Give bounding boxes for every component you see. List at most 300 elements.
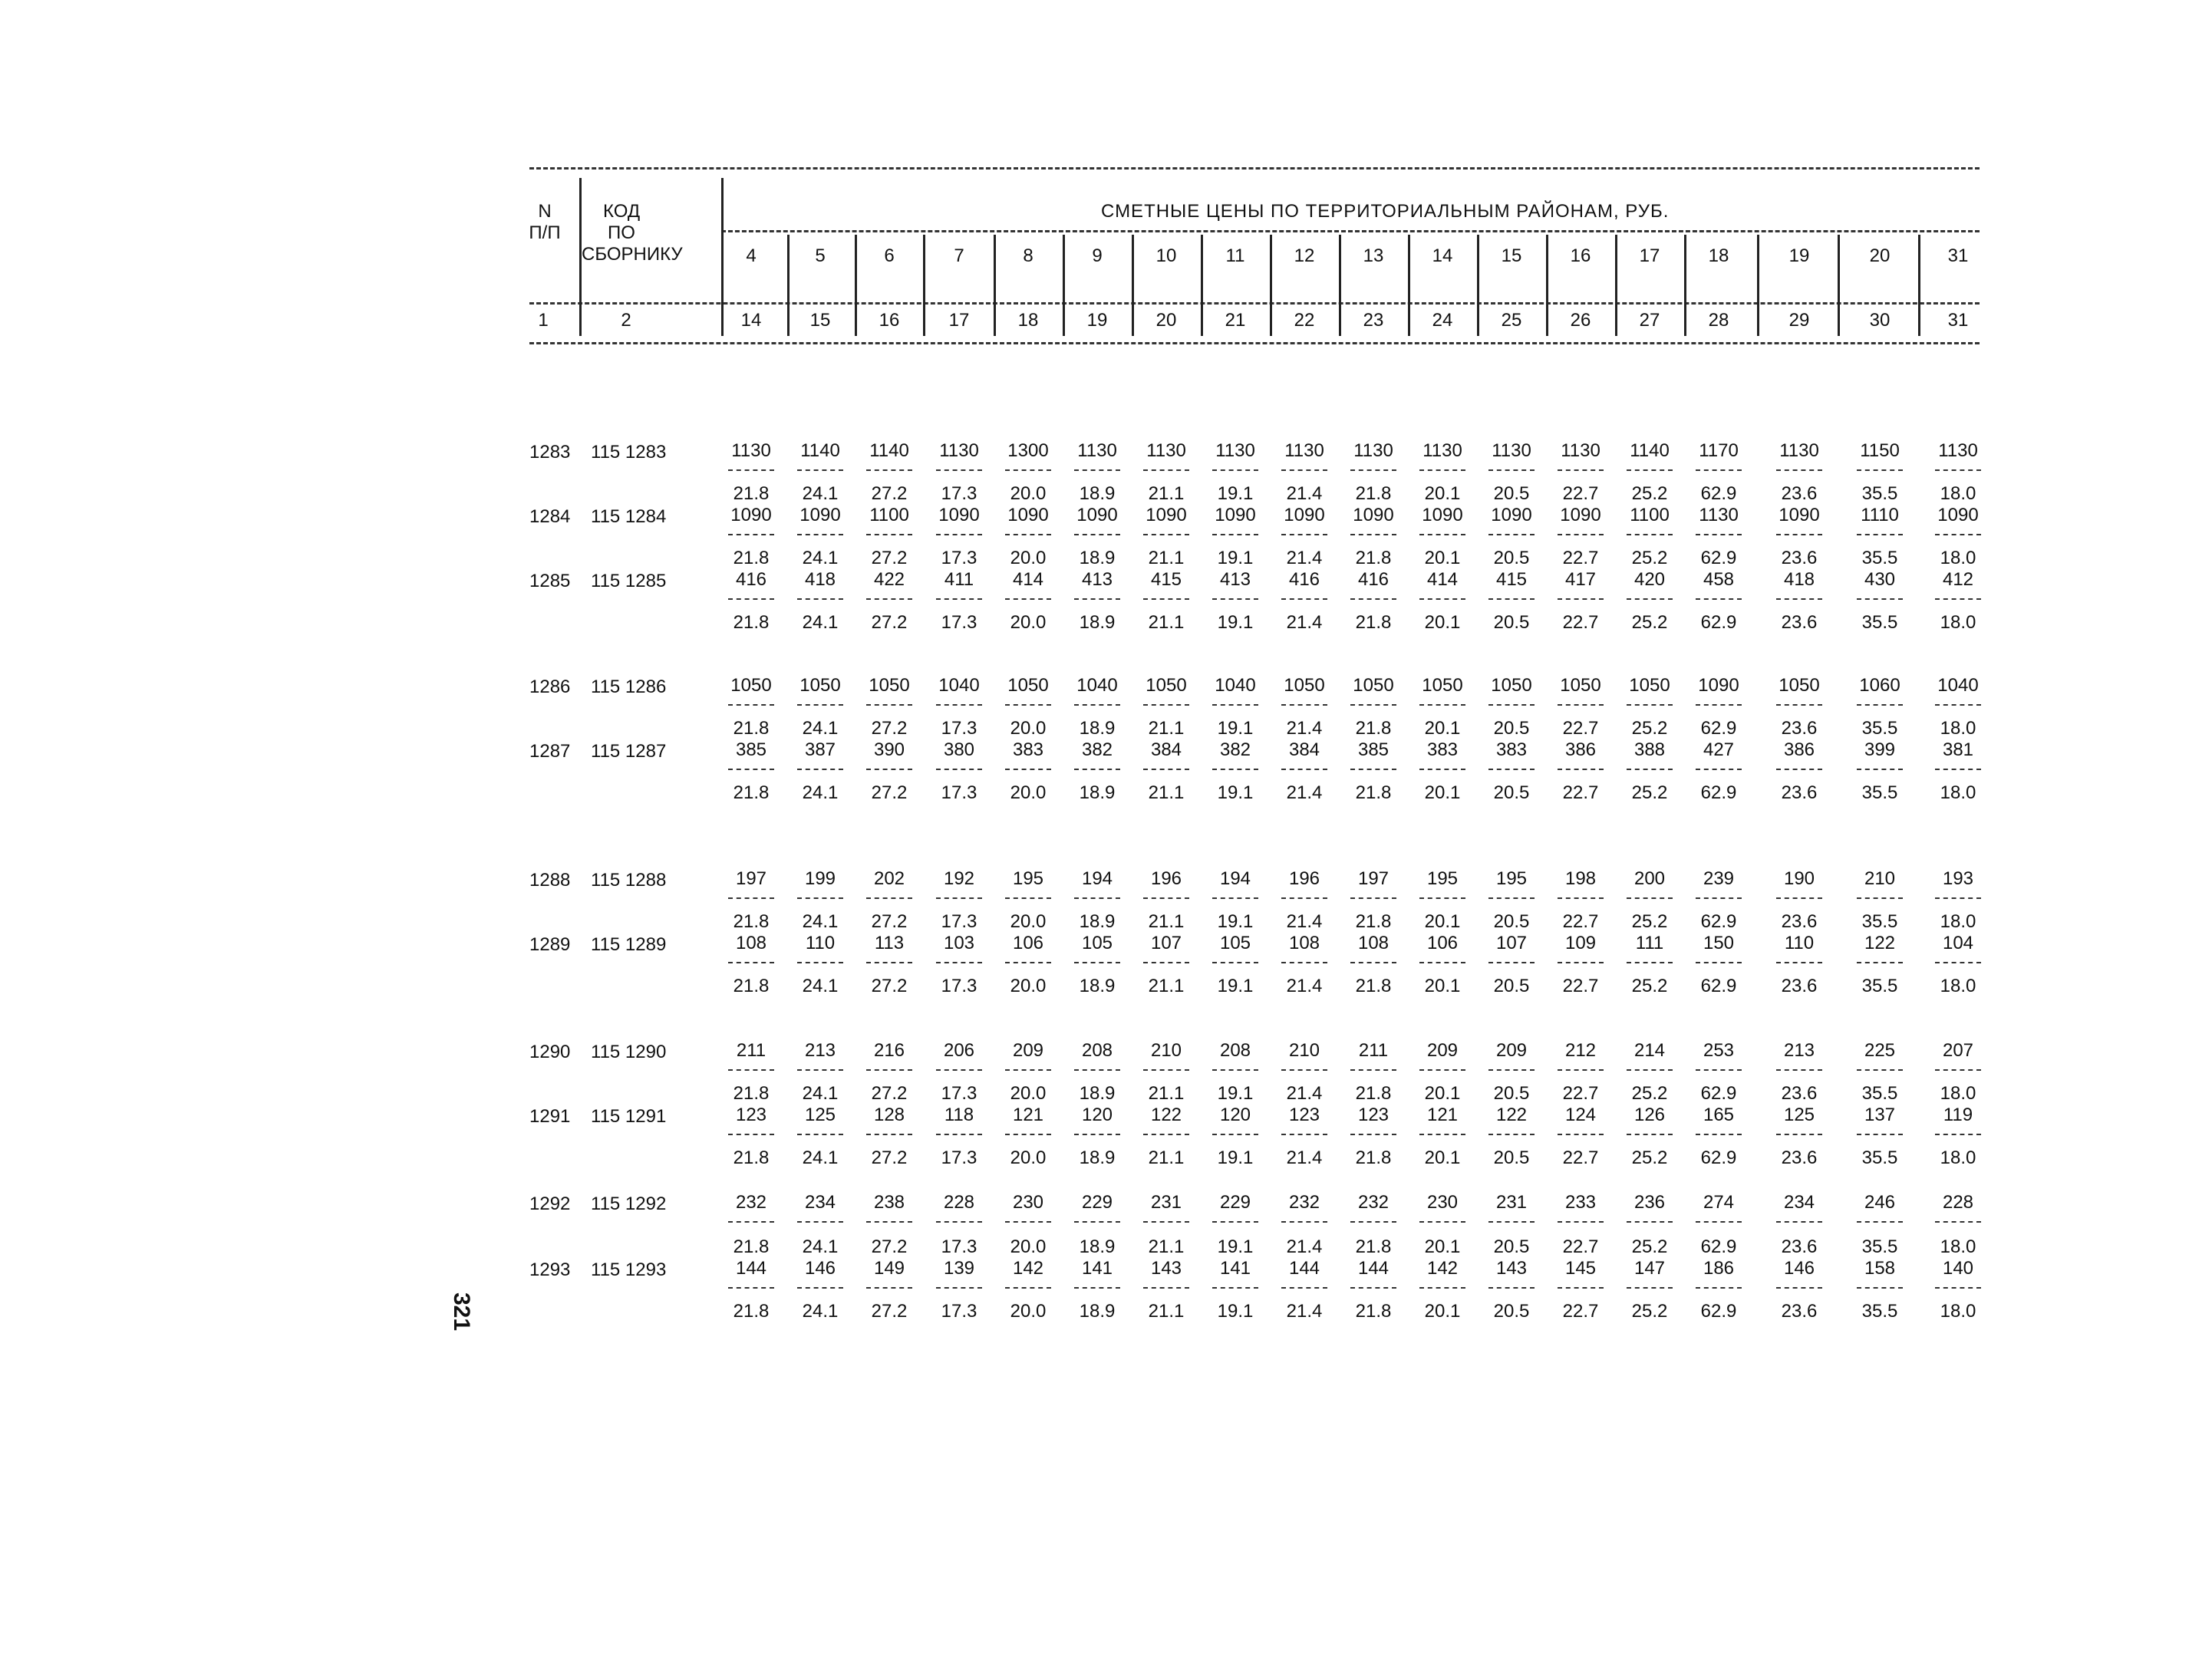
price-cell: 105	[1081, 933, 1113, 953]
header-column-index: 27	[1639, 310, 1660, 331]
price-cell: 110	[805, 933, 836, 953]
fraction-rule	[1212, 598, 1258, 600]
price-cell: 1090	[1560, 505, 1601, 525]
fraction-rule	[1074, 962, 1120, 963]
price-cell: 1130	[1699, 505, 1739, 525]
index-cell: 21.1	[1148, 782, 1185, 803]
fraction-rule	[1350, 469, 1396, 471]
index-cell: 62.9	[1700, 782, 1737, 803]
price-cell: 420	[1633, 569, 1666, 590]
price-cell: 121	[1426, 1105, 1459, 1125]
fraction-rule	[797, 769, 843, 770]
price-cell: 1090	[1007, 505, 1049, 525]
index-cell: 20.0	[1010, 1147, 1047, 1168]
price-cell: 232	[1357, 1192, 1390, 1213]
price-cell: 1130	[1284, 440, 1324, 461]
fraction-rule	[1558, 769, 1604, 770]
index-cell: 20.1	[1424, 1236, 1461, 1257]
index-cell: 19.1	[1217, 612, 1254, 633]
index-cell: 20.1	[1424, 911, 1461, 932]
fraction-rule	[1627, 897, 1673, 899]
price-cell: 418	[1783, 569, 1815, 590]
fraction-rule	[1776, 897, 1822, 899]
price-cell: 382	[1219, 739, 1251, 760]
price-cell: 384	[1288, 739, 1320, 760]
fraction-rule	[936, 704, 982, 706]
fraction-rule	[1074, 469, 1120, 471]
header-vertical-rule	[1201, 235, 1203, 336]
index-cell: 21.8	[1355, 1301, 1392, 1322]
price-cell: 142	[1426, 1258, 1459, 1279]
index-cell: 23.6	[1781, 1301, 1818, 1322]
index-cell: 20.1	[1424, 483, 1461, 504]
fraction-rule	[1350, 1134, 1396, 1135]
fraction-rule	[1776, 469, 1822, 471]
header-column-index: 2	[621, 310, 631, 331]
header-column-index: 24	[1432, 310, 1453, 331]
price-cell: 382	[1081, 739, 1113, 760]
index-cell: 27.2	[871, 1147, 908, 1168]
fraction-rule	[1696, 704, 1742, 706]
index-cell: 18.0	[1940, 1301, 1976, 1322]
header-column-index: 19	[1086, 310, 1108, 331]
price-cell: 231	[1495, 1192, 1528, 1213]
header-vertical-rule	[1684, 235, 1686, 336]
index-cell: 18.0	[1940, 1147, 1976, 1168]
price-cell: 232	[735, 1192, 767, 1213]
price-cell: 1050	[1284, 675, 1325, 696]
row-number: 1287	[529, 741, 571, 762]
index-cell: 20.1	[1424, 718, 1461, 739]
fraction-rule	[1857, 769, 1903, 770]
price-cell: 142	[1012, 1258, 1044, 1279]
price-cell: 236	[1633, 1192, 1666, 1213]
index-cell: 19.1	[1217, 548, 1254, 568]
fraction-rule	[1281, 704, 1327, 706]
header-region-number: 19	[1788, 245, 1810, 266]
price-cell: 1170	[1699, 440, 1739, 461]
header-column-index: 30	[1869, 310, 1891, 331]
fraction-rule	[1212, 704, 1258, 706]
price-cell: 108	[1357, 933, 1390, 953]
price-cell: 1050	[1491, 675, 1532, 696]
fraction-rule	[1419, 534, 1465, 535]
price-cell: 418	[804, 569, 836, 590]
row-number: 1286	[529, 677, 571, 697]
price-cell: 1140	[1630, 440, 1670, 461]
fraction-rule	[1627, 598, 1673, 600]
index-cell: 20.1	[1424, 612, 1461, 633]
fraction-rule	[1005, 1287, 1051, 1289]
fraction-rule	[1074, 769, 1120, 770]
index-cell: 21.4	[1286, 718, 1323, 739]
index-cell: 23.6	[1781, 612, 1818, 633]
index-cell: 21.8	[733, 782, 770, 803]
fraction-rule	[1857, 704, 1903, 706]
fraction-rule	[1419, 897, 1465, 899]
header-column-index: 17	[948, 310, 970, 331]
index-cell: 22.7	[1562, 1301, 1599, 1322]
price-cell: 1130	[1779, 440, 1819, 461]
price-cell: 253	[1703, 1040, 1735, 1061]
price-cell: 208	[1219, 1040, 1251, 1061]
fraction-rule	[797, 469, 843, 471]
fraction-rule	[936, 962, 982, 963]
price-cell: 383	[1012, 739, 1044, 760]
price-cell: 158	[1864, 1258, 1896, 1279]
fraction-rule	[1419, 962, 1465, 963]
index-cell: 24.1	[802, 1236, 839, 1257]
price-cell: 113	[874, 933, 905, 953]
index-cell: 21.1	[1148, 911, 1185, 932]
price-cell: 141	[1219, 1258, 1251, 1279]
index-cell: 20.5	[1493, 718, 1530, 739]
index-cell: 20.0	[1010, 1301, 1047, 1322]
price-cell: 108	[735, 933, 767, 953]
price-cell: 1050	[1629, 675, 1670, 696]
index-cell: 21.4	[1286, 1083, 1323, 1104]
price-cell: 1090	[730, 505, 772, 525]
fraction-rule	[1143, 469, 1189, 471]
index-cell: 21.8	[733, 548, 770, 568]
index-cell: 18.9	[1079, 1236, 1116, 1257]
index-cell: 21.8	[733, 718, 770, 739]
header-vertical-rule	[1615, 235, 1617, 336]
price-cell: 210	[1288, 1040, 1320, 1061]
index-cell: 20.5	[1493, 1083, 1530, 1104]
fraction-rule	[1488, 962, 1535, 963]
price-cell: 105	[1219, 933, 1251, 953]
fraction-rule	[1857, 1221, 1903, 1223]
price-cell: 238	[873, 1192, 905, 1213]
fraction-rule	[1143, 962, 1189, 963]
fraction-rule	[797, 962, 843, 963]
price-cell: 209	[1012, 1040, 1044, 1061]
price-cell: 193	[1942, 868, 1974, 889]
price-cell: 1130	[939, 440, 979, 461]
header-mid-rule	[529, 302, 1980, 305]
price-cell: 146	[1783, 1258, 1815, 1279]
index-cell: 18.9	[1079, 976, 1116, 996]
fraction-rule	[1857, 897, 1903, 899]
price-cell: 143	[1495, 1258, 1528, 1279]
price-cell: 1140	[800, 440, 840, 461]
fraction-rule	[1935, 704, 1981, 706]
fraction-rule	[1419, 1069, 1465, 1071]
header-vertical-rule	[994, 235, 996, 336]
header-column-index: 1	[538, 310, 549, 331]
header-vertical-rule	[1270, 235, 1272, 336]
price-cell: 381	[1942, 739, 1974, 760]
fraction-rule	[1419, 1134, 1465, 1135]
index-cell: 62.9	[1700, 612, 1737, 633]
price-cell: 120	[1219, 1105, 1251, 1125]
header-code-label-3: СБОРНИКУ	[582, 244, 683, 265]
fraction-rule	[866, 534, 912, 535]
fraction-rule	[936, 534, 982, 535]
price-cell: 1050	[1779, 675, 1820, 696]
index-cell: 22.7	[1562, 976, 1599, 996]
price-cell: 214	[1633, 1040, 1666, 1061]
index-cell: 21.4	[1286, 1236, 1323, 1257]
price-cell: 122	[1150, 1105, 1182, 1125]
fraction-rule	[1143, 1221, 1189, 1223]
fraction-rule	[1935, 598, 1981, 600]
index-cell: 19.1	[1217, 976, 1254, 996]
price-cell: 140	[1942, 1258, 1974, 1279]
price-cell: 1040	[1215, 675, 1256, 696]
price-cell: 1090	[799, 505, 841, 525]
price-cell: 232	[1288, 1192, 1320, 1213]
index-cell: 18.0	[1940, 548, 1976, 568]
fraction-rule	[1419, 598, 1465, 600]
index-cell: 18.9	[1079, 911, 1116, 932]
index-cell: 20.0	[1010, 782, 1047, 803]
header-region-number: 9	[1092, 245, 1103, 266]
fraction-rule	[1935, 1221, 1981, 1223]
price-cell: 430	[1864, 569, 1896, 590]
index-cell: 27.2	[871, 548, 908, 568]
fraction-rule	[1627, 534, 1673, 535]
price-cell: 228	[1942, 1192, 1974, 1213]
index-cell: 62.9	[1700, 718, 1737, 739]
header-column-index: 31	[1947, 310, 1969, 331]
index-cell: 35.5	[1861, 612, 1898, 633]
price-cell: 1060	[1859, 675, 1900, 696]
fraction-rule	[1488, 598, 1535, 600]
index-cell: 62.9	[1700, 911, 1737, 932]
index-cell: 24.1	[802, 782, 839, 803]
index-cell: 62.9	[1700, 1236, 1737, 1257]
row-code: 115 1290	[591, 1042, 667, 1062]
header-region-number: 8	[1023, 245, 1033, 266]
header-region-number: 20	[1869, 245, 1891, 266]
price-cell: 1050	[1560, 675, 1601, 696]
fraction-rule	[1935, 1069, 1981, 1071]
price-cell: 225	[1864, 1040, 1896, 1061]
index-cell: 21.4	[1286, 911, 1323, 932]
price-cell: 239	[1703, 868, 1735, 889]
index-cell: 35.5	[1861, 548, 1898, 568]
fraction-rule	[1558, 1134, 1604, 1135]
fraction-rule	[1776, 962, 1822, 963]
fraction-rule	[1212, 1287, 1258, 1289]
price-cell: 1140	[869, 440, 909, 461]
price-cell: 1130	[1077, 440, 1117, 461]
fraction-rule	[1005, 534, 1051, 535]
fraction-rule	[728, 1069, 774, 1071]
fraction-rule	[866, 469, 912, 471]
fraction-rule	[1074, 897, 1120, 899]
fraction-rule	[1005, 469, 1051, 471]
index-cell: 21.8	[1355, 483, 1392, 504]
fraction-rule	[1857, 1287, 1903, 1289]
index-cell: 19.1	[1217, 1301, 1254, 1322]
price-cell: 199	[804, 868, 836, 889]
index-cell: 18.9	[1079, 1083, 1116, 1104]
price-cell: 1090	[1422, 505, 1463, 525]
fraction-rule	[1143, 534, 1189, 535]
fraction-rule	[1558, 534, 1604, 535]
price-cell: 383	[1426, 739, 1459, 760]
index-cell: 21.8	[733, 1236, 770, 1257]
header-vertical-rule	[1408, 235, 1410, 336]
header-vertical-rule	[855, 235, 857, 336]
header-vertical-rule	[1339, 235, 1341, 336]
index-cell: 21.8	[733, 1083, 770, 1104]
index-cell: 21.4	[1286, 548, 1323, 568]
index-cell: 27.2	[871, 976, 908, 996]
header-region-number: 18	[1708, 245, 1729, 266]
fraction-rule	[1627, 469, 1673, 471]
price-cell: 1130	[1146, 440, 1186, 461]
header-code-label-2: ПО	[608, 222, 635, 243]
fraction-rule	[1143, 769, 1189, 770]
price-cell: 125	[804, 1105, 836, 1125]
price-cell: 399	[1864, 739, 1896, 760]
header-title: СМЕТНЫЕ ЦЕНЫ ПО ТЕРРИТОРИАЛЬНЫМ РАЙОНАМ, РУБ.	[1101, 201, 1670, 222]
index-cell: 23.6	[1781, 483, 1818, 504]
price-cell: 141	[1081, 1258, 1113, 1279]
price-cell: 1050	[730, 675, 772, 696]
fraction-rule	[1419, 1287, 1465, 1289]
fraction-rule	[1696, 469, 1742, 471]
price-cell: 211	[736, 1040, 766, 1061]
index-cell: 35.5	[1861, 1236, 1898, 1257]
index-cell: 18.9	[1079, 548, 1116, 568]
price-cell: 413	[1219, 569, 1251, 590]
index-cell: 20.1	[1424, 782, 1461, 803]
price-cell: 1050	[1422, 675, 1463, 696]
header-region-number: 4	[746, 245, 757, 266]
fraction-rule	[1558, 1069, 1604, 1071]
price-cell: 427	[1703, 739, 1735, 760]
index-cell: 21.8	[1355, 976, 1392, 996]
fraction-rule	[1488, 1069, 1535, 1071]
index-cell: 17.3	[941, 548, 977, 568]
price-cell: 383	[1495, 739, 1528, 760]
fraction-rule	[1935, 1134, 1981, 1135]
fraction-rule	[1074, 534, 1120, 535]
price-cell: 206	[943, 1040, 975, 1061]
price-cell: 107	[1150, 933, 1182, 953]
fraction-rule	[1488, 704, 1535, 706]
price-cell: 146	[804, 1258, 836, 1279]
price-cell: 123	[735, 1105, 767, 1125]
index-cell: 25.2	[1631, 483, 1668, 504]
price-cell: 1130	[1353, 440, 1393, 461]
fraction-rule	[1005, 897, 1051, 899]
index-cell: 22.7	[1562, 782, 1599, 803]
price-cell: 386	[1783, 739, 1815, 760]
header-column-index: 18	[1017, 310, 1039, 331]
row-code: 115 1288	[591, 870, 667, 891]
price-cell: 233	[1564, 1192, 1597, 1213]
fraction-rule	[1627, 1069, 1673, 1071]
index-cell: 21.4	[1286, 976, 1323, 996]
index-cell: 62.9	[1700, 976, 1737, 996]
index-cell: 18.0	[1940, 1236, 1976, 1257]
index-cell: 22.7	[1562, 911, 1599, 932]
index-cell: 21.1	[1148, 548, 1185, 568]
fraction-rule	[1776, 1221, 1822, 1223]
fraction-rule	[1212, 962, 1258, 963]
fraction-rule	[866, 769, 912, 770]
fraction-rule	[1488, 534, 1535, 535]
header-vertical-rule	[787, 235, 790, 336]
price-cell: 390	[873, 739, 905, 760]
fraction-rule	[1558, 897, 1604, 899]
index-cell: 23.6	[1781, 1236, 1818, 1257]
fraction-rule	[1281, 1287, 1327, 1289]
fraction-rule	[1074, 1221, 1120, 1223]
price-cell: 411	[944, 569, 974, 590]
fraction-rule	[936, 1287, 982, 1289]
price-cell: 196	[1150, 868, 1182, 889]
price-cell: 385	[1357, 739, 1390, 760]
fraction-rule	[1143, 704, 1189, 706]
price-cell: 197	[735, 868, 767, 889]
fraction-rule	[1419, 704, 1465, 706]
index-cell: 35.5	[1861, 976, 1898, 996]
price-cell: 124	[1564, 1105, 1597, 1125]
fraction-rule	[1488, 769, 1535, 770]
price-cell: 119	[1943, 1105, 1973, 1125]
fraction-rule	[1005, 1069, 1051, 1071]
price-cell: 110	[1784, 933, 1815, 953]
price-cell: 384	[1150, 739, 1182, 760]
row-code: 115 1289	[591, 934, 667, 955]
price-cell: 422	[873, 569, 905, 590]
price-cell: 1300	[1007, 440, 1049, 461]
price-cell: 1090	[1215, 505, 1256, 525]
fraction-rule	[936, 1069, 982, 1071]
index-cell: 18.0	[1940, 718, 1976, 739]
index-cell: 17.3	[941, 1083, 977, 1104]
price-cell: 1110	[1861, 505, 1899, 525]
fraction-rule	[1857, 962, 1903, 963]
price-cell: 1090	[1076, 505, 1118, 525]
index-cell: 18.9	[1079, 483, 1116, 504]
fraction-rule	[1281, 534, 1327, 535]
price-cell: 139	[943, 1258, 975, 1279]
index-cell: 20.5	[1493, 1301, 1530, 1322]
price-cell: 1050	[869, 675, 910, 696]
fraction-rule	[1143, 897, 1189, 899]
price-cell: 231	[1150, 1192, 1182, 1213]
price-cell: 385	[735, 739, 767, 760]
header-column-index: 14	[740, 310, 762, 331]
row-code: 115 1292	[591, 1194, 667, 1214]
fraction-rule	[866, 598, 912, 600]
index-cell: 20.0	[1010, 718, 1047, 739]
index-cell: 21.1	[1148, 1236, 1185, 1257]
index-cell: 27.2	[871, 612, 908, 633]
header-vertical-rule	[721, 178, 724, 336]
price-cell: 1130	[731, 440, 771, 461]
fraction-rule	[1212, 469, 1258, 471]
index-cell: 27.2	[871, 1301, 908, 1322]
header-column-index: 15	[809, 310, 831, 331]
fraction-rule	[728, 598, 774, 600]
price-cell: 458	[1703, 569, 1735, 590]
index-cell: 24.1	[802, 1147, 839, 1168]
price-cell: 246	[1864, 1192, 1896, 1213]
fraction-rule	[1558, 1287, 1604, 1289]
fraction-rule	[1627, 769, 1673, 770]
header-region-number: 7	[954, 245, 964, 266]
index-cell: 21.8	[733, 1147, 770, 1168]
